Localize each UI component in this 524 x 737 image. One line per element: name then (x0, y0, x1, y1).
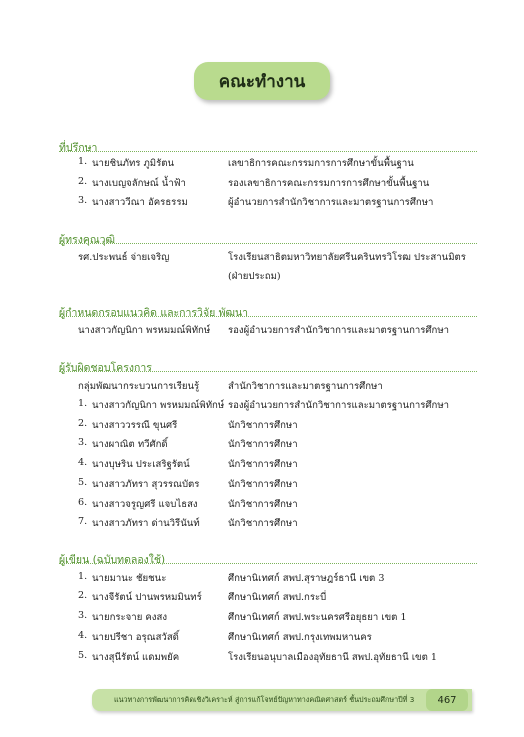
section-divider (59, 243, 477, 244)
section-divider (59, 316, 477, 317)
member-number: 2. (78, 176, 88, 187)
member-number: 3. (78, 610, 88, 621)
member-number: 2. (78, 590, 88, 601)
member-number: 1. (78, 156, 88, 167)
member-name: นางสาวกัญนิกา พรหมมณ์พิทักษ์ (78, 325, 211, 336)
member-number: 4. (78, 457, 88, 468)
member-name: นางจีรัตน์ ปานพรหมมินทร์ (92, 592, 202, 603)
member-position: ศึกษานิเทศก์ สพป.กรุงเทพมหานคร (228, 632, 372, 643)
member-name: นางสุนีรัตน์ แดมพยัค (92, 652, 180, 663)
member-position: ผู้อำนวยการสำนักวิชาการและมาตรฐานการศึกษา (228, 197, 434, 208)
member-position: นักวิชาการศึกษา (228, 420, 298, 431)
member-name: นางสาวจรูญศรี แจบไธสง (92, 499, 198, 510)
member-number: 4. (78, 630, 88, 641)
member-name: นางบุษริน ประเสริฐรัตน์ (92, 459, 190, 470)
member-number: 5. (78, 477, 88, 488)
member-name: นางผาณิต ทวีศักดิ์ (92, 439, 168, 450)
member-name: นางเบญจลักษณ์ น้ำฟ้า (92, 178, 186, 189)
page-number-box (426, 689, 468, 711)
member-number: 2. (78, 418, 88, 429)
member-position: (ฝ่ายประถม) (228, 271, 281, 282)
section-divider (59, 151, 477, 152)
member-name: กลุ่มพัฒนากระบวนการเรียนรู้ (78, 381, 200, 392)
member-number: 5. (78, 650, 88, 661)
member-number: 1. (78, 398, 88, 409)
member-name: นายชินภัทร ภูมิรัตน (92, 158, 175, 169)
member-position: นักวิชาการศึกษา (228, 459, 298, 470)
member-number: 3. (78, 437, 88, 448)
member-number: 6. (78, 497, 88, 508)
page-title: คณะทำงาน (218, 71, 306, 92)
member-position: นักวิชาการศึกษา (228, 439, 298, 450)
member-position: รองผู้อำนวยการสำนักวิชาการและมาตรฐานการศึกษา (228, 400, 450, 411)
section-heading-project: ผู้รับผิดชอบโครงการ (59, 362, 152, 374)
member-name: นางสาวกัญนิกา พรหมมณ์พิทักษ์ (92, 400, 225, 411)
footer-band (92, 689, 472, 711)
member-position: นักวิชาการศึกษา (228, 499, 298, 510)
section-heading-experts: ผู้ทรงคุณวุฒิ (59, 234, 115, 246)
member-position: รองเลขาธิการคณะกรรมการการศึกษาขั้นพื้นฐาน (228, 178, 430, 189)
member-name: นายมานะ ชัยชนะ (92, 573, 167, 584)
member-position: ศึกษานิเทศก์ สพป.พระนครศรีอยุธยา เขต 1 (228, 612, 407, 623)
section-heading-framework: ผู้กำหนดกรอบแนวคิด และการวิจัย พัฒนา (59, 307, 249, 319)
member-name: นางสาวภัทรา สุวรรณบัตร (92, 479, 200, 490)
page-number: 467 (437, 694, 457, 706)
member-position: ศึกษานิเทศก์ สพป.กระบี่ (228, 592, 327, 603)
member-position: เลขาธิการคณะกรรมการการศึกษาขั้นพื้นฐาน (228, 158, 414, 169)
section-divider (59, 563, 477, 564)
member-number: 7. (78, 516, 88, 527)
section-divider (59, 371, 477, 372)
member-position: ศึกษานิเทศก์ สพป.สุราษฎร์ธานี เขต 3 (228, 573, 385, 584)
member-position: นักวิชาการศึกษา (228, 479, 298, 490)
member-number: 1. (78, 571, 88, 582)
member-name: นางสาววรรณี ขุนศรี (92, 420, 178, 431)
member-number: 3. (78, 195, 88, 206)
member-position: รองผู้อำนวยการสำนักวิชาการและมาตรฐานการศึกษา (228, 325, 450, 336)
member-name: นางสาววีณา อัครธรรม (92, 197, 188, 208)
member-position: สำนักวิชาการและมาตรฐานการศึกษา (228, 381, 383, 392)
footer-title: แนวทางการพัฒนาการคิดเชิงวิเคราะห์ สู่การแก้โจทย์ปัญหาทางคณิตศาสตร์ ชั้นประถมศึกษาปีที่ 3 (114, 695, 415, 704)
page-title-box (194, 62, 330, 100)
section-heading-advisors: ที่ปรึกษา (59, 142, 98, 154)
member-name: รศ.ประพนธ์ จ่ายเจริญ (78, 252, 170, 263)
member-position: โรงเรียนอนุบาลเมืองอุทัยธานี สพป.อุทัยธานี เขต 1 (228, 652, 437, 663)
member-name: นายกระจาย คงสง (92, 612, 168, 623)
member-position: โรงเรียนสาธิตมหาวิทยาลัยศรีนครินทรวิโรฒ ประสานมิตร (228, 252, 466, 263)
section-heading-authors: ผู้เขียน (ฉบับทดลองใช้) (59, 554, 166, 566)
member-position: นักวิชาการศึกษา (228, 518, 298, 529)
member-name: นายปรีชา อรุณสวัสดิ์ (92, 632, 179, 643)
member-name: นางสาวภัทรา ด่านวิรีนันท์ (92, 518, 200, 529)
